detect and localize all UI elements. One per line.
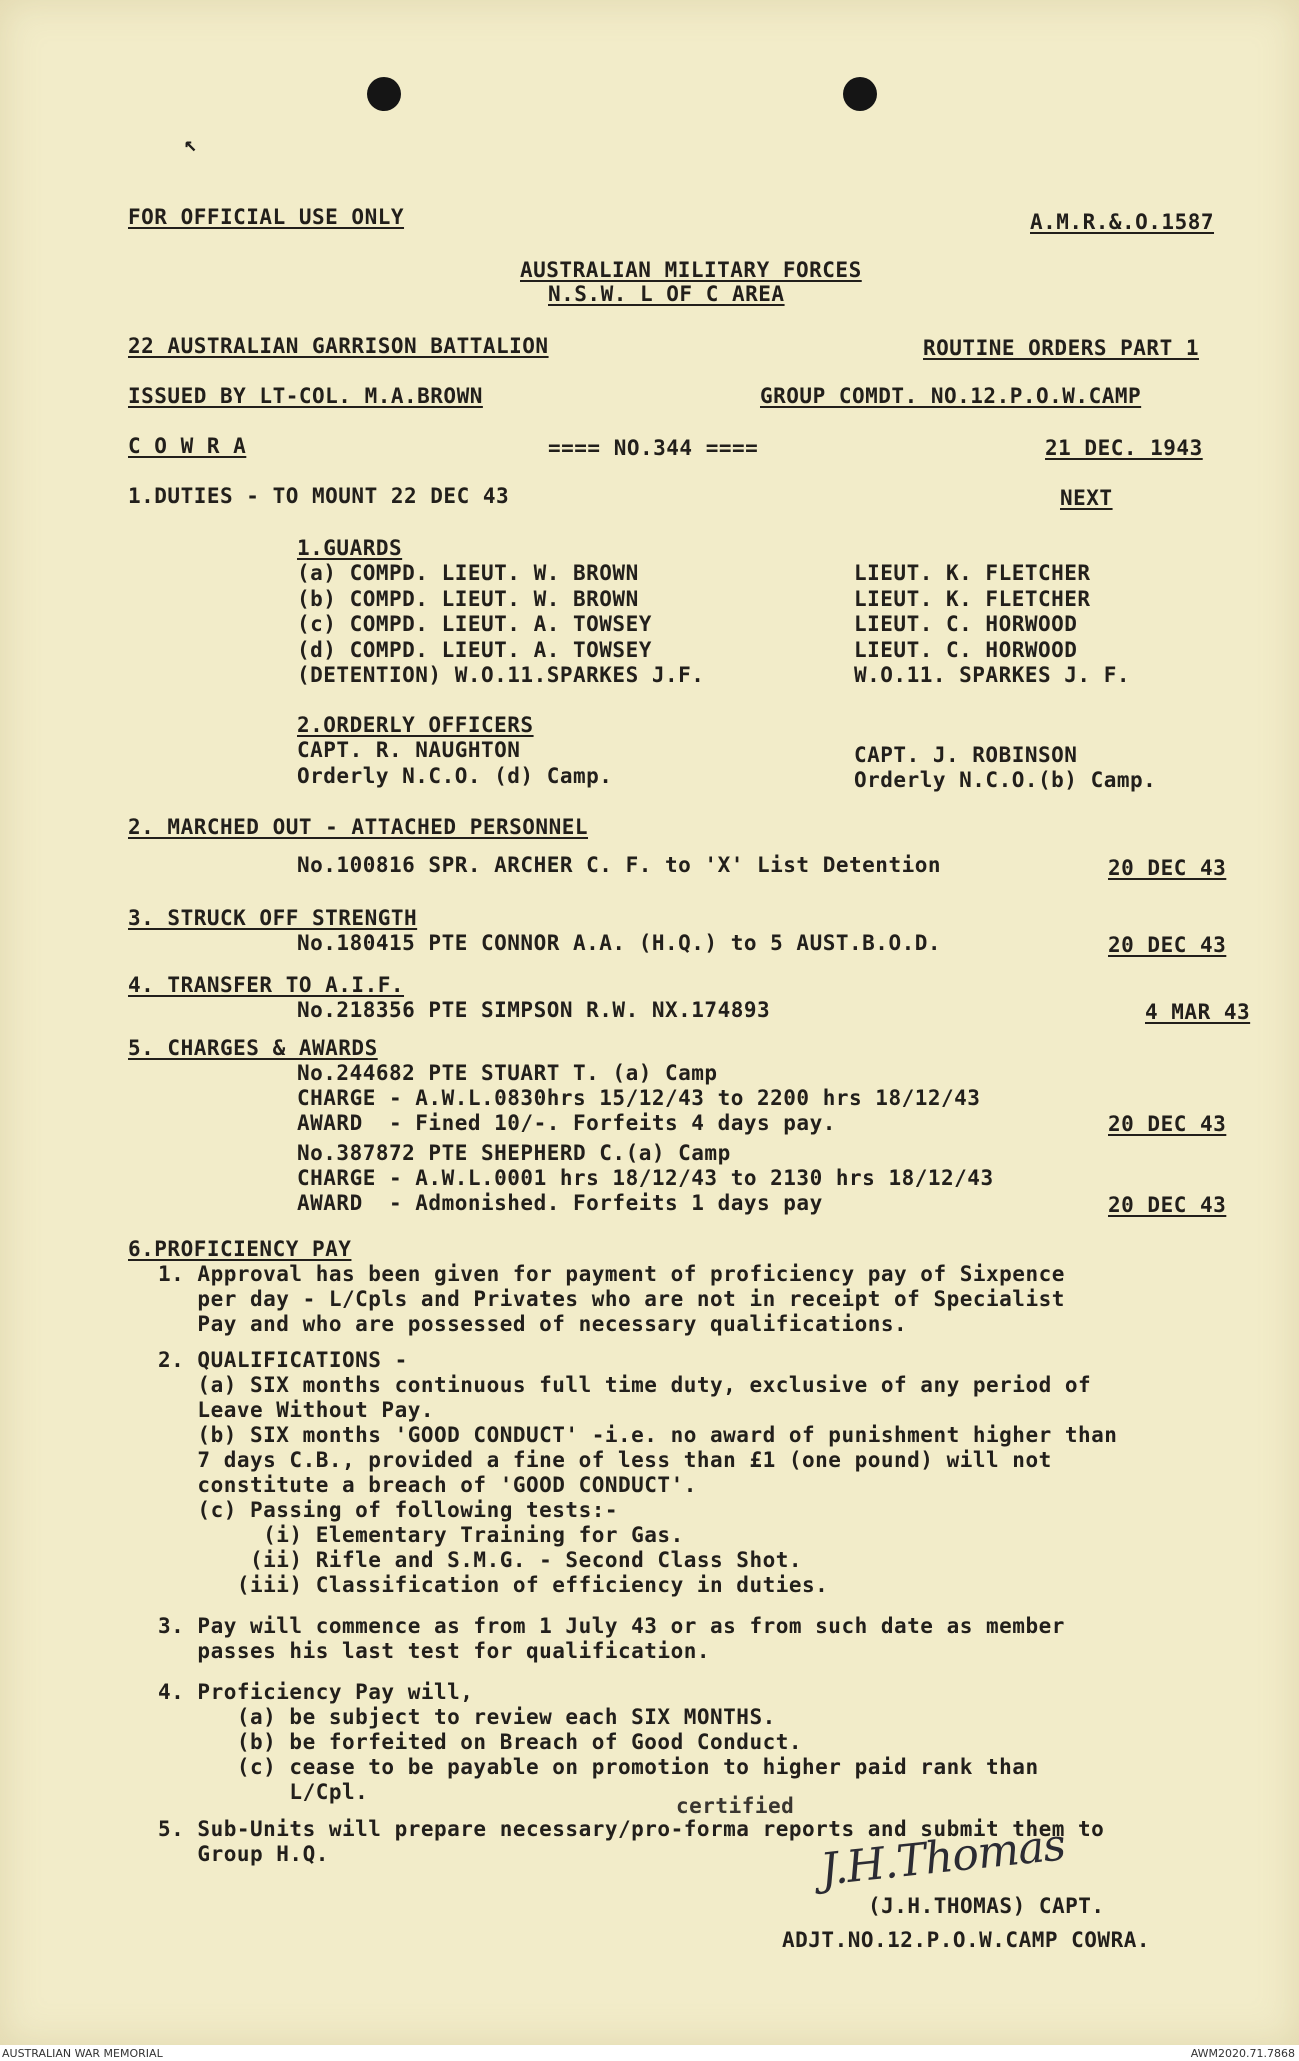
archive-reference: AWM2020.71.7868 bbox=[1190, 2047, 1295, 2060]
proficiency-heading: 6.PROFICIENCY PAY bbox=[128, 1237, 352, 1261]
order-date: 21 DEC. 1943 bbox=[1045, 436, 1203, 460]
transfer-heading: 4. TRANSFER TO A.I.F. bbox=[128, 973, 405, 997]
guard-row-right: LIEUT. C. HORWOOD bbox=[854, 638, 1078, 662]
guard-row-right: LIEUT. K. FLETCHER bbox=[854, 561, 1091, 585]
qualification-text: Leave Without Pay. bbox=[158, 1398, 435, 1422]
pay-terms-text: (a) be subject to review each SIX MONTHS. bbox=[158, 1705, 776, 1729]
guard-row-left: (c) COMPD. LIEUT. A. TOWSEY bbox=[297, 612, 652, 636]
reference-number: A.M.R.&.O.1587 bbox=[1030, 210, 1215, 234]
qualifications-heading: 2. QUALIFICATIONS - bbox=[158, 1348, 408, 1372]
marched-out-date: 20 DEC 43 bbox=[1108, 856, 1227, 880]
award-line: AWARD - Admonished. Forfeits 1 days pay bbox=[297, 1191, 823, 1215]
orderly-officers-heading: 2.ORDERLY OFFICERS bbox=[297, 713, 534, 737]
transfer-entry: No.218356 PTE SIMPSON R.W. NX.174893 bbox=[297, 998, 771, 1022]
orderly-row-left: Orderly N.C.O. (d) Camp. bbox=[297, 764, 613, 788]
pay-terms-text: L/Cpl. bbox=[158, 1780, 369, 1804]
qualification-text: (ii) Rifle and S.M.G. - Second Class Shot. bbox=[158, 1548, 803, 1572]
next-heading: NEXT bbox=[1060, 486, 1113, 510]
qualification-text: constitute a breach of 'GOOD CONDUCT'. bbox=[158, 1473, 697, 1497]
certified-insert: certified bbox=[676, 1794, 795, 1818]
guards-heading: 1.GUARDS bbox=[297, 536, 403, 560]
sub-units-text: 5. Sub-Units will prepare necessary/pro-forma reports and submit them to bbox=[158, 1817, 1105, 1841]
org-title: AUSTRALIAN MILITARY FORCES bbox=[520, 258, 862, 282]
award-line: AWARD - Fined 10/-. Forfeits 4 days pay. bbox=[297, 1111, 836, 1135]
signatory-title: ADJT.NO.12.P.O.W.CAMP COWRA. bbox=[782, 1928, 1151, 1952]
pay-commence-text: passes his last test for qualification. bbox=[158, 1639, 711, 1663]
transfer-date: 4 MAR 43 bbox=[1145, 1000, 1251, 1024]
proficiency-text: per day - L/Cpls and Privates who are not in receipt of Specialist bbox=[158, 1287, 1065, 1311]
qualification-text: (c) Passing of following tests:- bbox=[158, 1498, 619, 1522]
guard-row-left: (d) COMPD. LIEUT. A. TOWSEY bbox=[297, 638, 652, 662]
qualification-text: (b) SIX months 'GOOD CONDUCT' -i.e. no award of punishment higher than bbox=[158, 1423, 1118, 1447]
issued-by: ISSUED BY LT-COL. M.A.BROWN bbox=[128, 384, 483, 408]
orders-title: ROUTINE ORDERS PART 1 bbox=[923, 336, 1200, 360]
order-number: ==== NO.344 ==== bbox=[548, 436, 759, 460]
duties-heading: 1.DUTIES - TO MOUNT 22 DEC 43 bbox=[128, 484, 510, 508]
marched-out-entry: No.100816 SPR. ARCHER C. F. to 'X' List Detention bbox=[297, 853, 942, 877]
marched-out-heading: 2. MARCHED OUT - ATTACHED PERSONNEL bbox=[128, 815, 589, 839]
charge-line: CHARGE - A.W.L.0830hrs 15/12/43 to 2200 hrs 18/12/43 bbox=[297, 1086, 981, 1110]
sub-units-text: Group H.Q. bbox=[158, 1842, 329, 1866]
charge-date: 20 DEC 43 bbox=[1108, 1112, 1227, 1136]
orderly-row-right: CAPT. J. ROBINSON bbox=[854, 743, 1078, 767]
pay-terms-text: (b) be forfeited on Breach of Good Conduct. bbox=[158, 1730, 803, 1754]
unit-name: 22 AUSTRALIAN GARRISON BATTALION bbox=[128, 334, 549, 358]
orderly-row-right: Orderly N.C.O.(b) Camp. bbox=[854, 768, 1157, 792]
charge-line: CHARGE - A.W.L.0001 hrs 18/12/43 to 2130 hrs 18/12/43 bbox=[297, 1166, 994, 1190]
pay-commence-text: 3. Pay will commence as from 1 July 43 or as from such date as member bbox=[158, 1614, 1065, 1638]
struck-off-date: 20 DEC 43 bbox=[1108, 933, 1227, 957]
charge-line: No.244682 PTE STUART T. (a) Camp bbox=[297, 1061, 718, 1085]
org-area: N.S.W. L OF C AREA bbox=[548, 282, 785, 306]
proficiency-text: 1. Approval has been given for payment of proficiency pay of Sixpence bbox=[158, 1262, 1065, 1286]
guard-row-left: (DETENTION) W.O.11.SPARKES J.F. bbox=[297, 663, 705, 687]
qualification-text: 7 days C.B., provided a fine of less than £1 (one pound) will not bbox=[158, 1448, 1052, 1472]
official-use-label: FOR OFFICIAL USE ONLY bbox=[128, 205, 405, 229]
punch-hole-right bbox=[843, 77, 877, 111]
handwritten-signature: J.H.Thomas bbox=[818, 1819, 1068, 1896]
guard-row-left: (b) COMPD. LIEUT. W. BROWN bbox=[297, 587, 639, 611]
qualification-text: (i) Elementary Training for Gas. bbox=[158, 1523, 684, 1547]
guard-row-left: (a) COMPD. LIEUT. W. BROWN bbox=[297, 561, 639, 585]
proficiency-text: Pay and who are possessed of necessary qualifications. bbox=[158, 1312, 908, 1336]
qualification-text: (a) SIX months continuous full time duty, exclusive of any period of bbox=[158, 1373, 1092, 1397]
charges-heading: 5. CHARGES & AWARDS bbox=[128, 1036, 378, 1060]
pay-terms-text: (c) cease to be payable on promotion to higher paid rank than bbox=[158, 1755, 1039, 1779]
group-commandant: GROUP COMDT. NO.12.P.O.W.CAMP bbox=[760, 384, 1142, 408]
signatory-name: (J.H.THOMAS) CAPT. bbox=[868, 1894, 1105, 1918]
qualification-text: (iii) Classification of efficiency in duties. bbox=[158, 1573, 829, 1597]
place-name: C O W R A bbox=[128, 434, 247, 458]
pay-terms-text: 4. Proficiency Pay will, bbox=[158, 1680, 474, 1704]
punch-hole-left bbox=[367, 77, 401, 111]
archive-credit: AUSTRALIAN WAR MEMORIAL bbox=[2, 2047, 163, 2060]
ink-mark: ↖ bbox=[184, 132, 198, 157]
guard-row-right: LIEUT. C. HORWOOD bbox=[854, 612, 1078, 636]
guard-row-right: LIEUT. K. FLETCHER bbox=[854, 587, 1091, 611]
orderly-row-left: CAPT. R. NAUGHTON bbox=[297, 738, 521, 762]
struck-off-heading: 3. STRUCK OFF STRENGTH bbox=[128, 906, 418, 930]
guard-row-right: W.O.11. SPARKES J. F. bbox=[854, 663, 1131, 687]
struck-off-entry: No.180415 PTE CONNOR A.A. (H.Q.) to 5 AUST.B.O.D. bbox=[297, 931, 942, 955]
charge-line: No.387872 PTE SHEPHERD C.(a) Camp bbox=[297, 1141, 731, 1165]
charge-date: 20 DEC 43 bbox=[1108, 1193, 1227, 1217]
